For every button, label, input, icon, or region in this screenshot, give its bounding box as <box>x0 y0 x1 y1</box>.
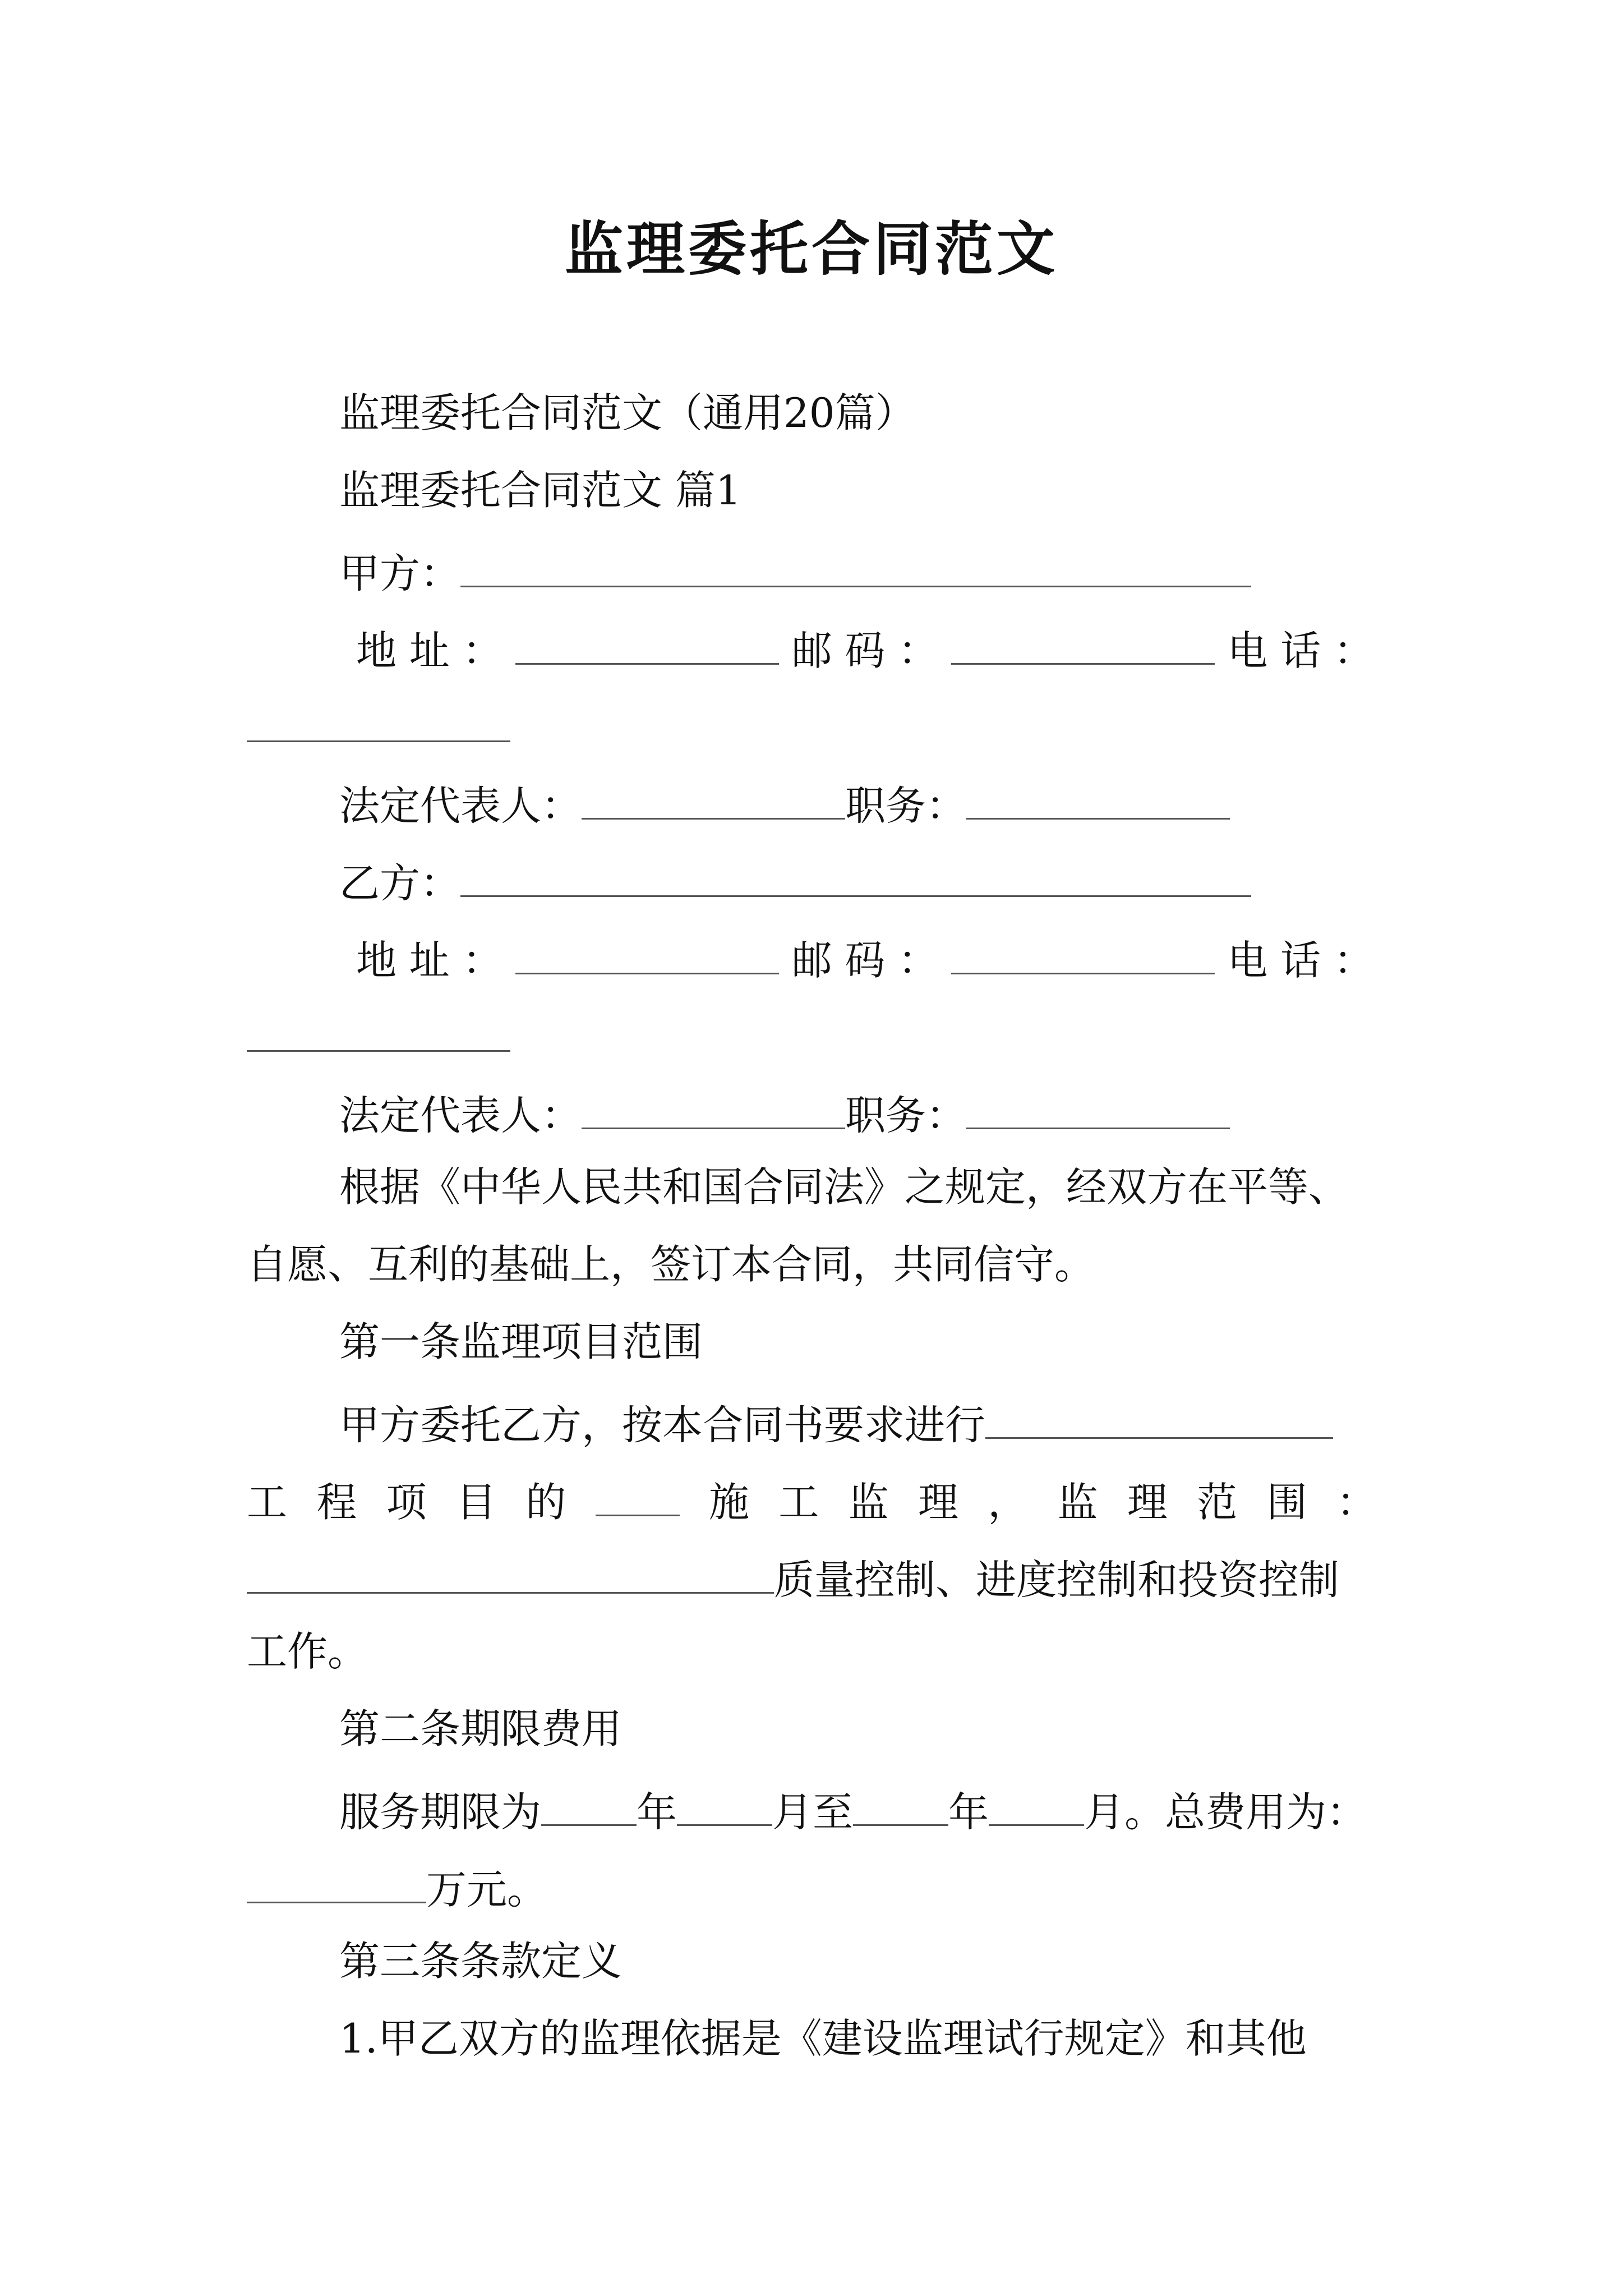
address-blank <box>515 935 779 974</box>
char: 范 <box>1197 1479 1238 1526</box>
char: 工 <box>778 1479 819 1526</box>
postcode-char: 码 <box>845 627 886 675</box>
fee-unit: 万元。 <box>426 1866 548 1913</box>
start-year-blank <box>541 1786 637 1826</box>
party-a-phone-blank-line <box>247 702 510 748</box>
supervision-type-blank <box>596 1476 680 1516</box>
phone-char: 电 <box>1227 627 1268 675</box>
party-b-address-line <box>356 935 1374 984</box>
address-blank <box>515 625 779 665</box>
char: ： <box>1336 1479 1377 1526</box>
postcode-char: 码 <box>845 937 886 984</box>
party-a-rep-line <box>339 780 1230 830</box>
article-1-text: 质量控制、进度控制和投资控制 <box>774 1556 1340 1604</box>
party-a-blank <box>460 547 1251 587</box>
party-b-label: 乙方： <box>339 859 461 907</box>
char: 施 <box>708 1479 749 1526</box>
char: 监 <box>848 1479 889 1526</box>
phone-char: 话 <box>1280 937 1321 984</box>
char: 工 <box>247 1479 288 1526</box>
char: 监 <box>1057 1479 1098 1526</box>
phone-char: ： <box>1333 627 1374 675</box>
address-char: 地 <box>356 937 397 984</box>
intro-line-1: 根据《中华人民共和国合同法》之规定，经双方在平等、 <box>339 1163 1349 1211</box>
rep-label: 法定代表人： <box>339 1092 582 1139</box>
address-char: 址 <box>409 937 450 984</box>
year-label: 年 <box>637 1788 677 1836</box>
postcode-char: 邮 <box>791 937 832 984</box>
address-char: 址 <box>409 627 450 675</box>
phone-blank <box>247 1012 510 1052</box>
year-label: 年 <box>948 1788 989 1836</box>
month-to-label: 月至 <box>772 1788 854 1836</box>
rep-label: 法定代表人： <box>339 782 582 830</box>
scope-blank <box>247 1554 774 1594</box>
part-heading: 监理委托合同范文 篇1 <box>339 467 741 514</box>
party-a-line <box>339 547 1251 597</box>
article-2-heading: 第二条期限费用 <box>339 1705 623 1752</box>
phone-char: 话 <box>1280 627 1321 675</box>
article-1-line-3 <box>247 1554 1340 1604</box>
party-b-line <box>339 857 1251 907</box>
position-label: 职务： <box>845 782 967 830</box>
phone-blank <box>247 702 510 742</box>
char: 程 <box>316 1479 357 1526</box>
article-1-line-2 <box>247 1476 1377 1526</box>
postcode-char: ： <box>898 627 939 675</box>
article-1-line-4: 工作。 <box>247 1628 368 1675</box>
service-period-label: 服务期限为 <box>339 1788 542 1836</box>
document-title: 监理委托合同范文 <box>564 214 1058 283</box>
postcode-char: ： <box>898 937 939 984</box>
party-a-label: 甲方： <box>339 550 461 597</box>
project-blank <box>985 1399 1333 1439</box>
article-1-text: 甲方委托乙方，按本合同书要求进行 <box>339 1401 986 1449</box>
postcode-char: 邮 <box>791 627 832 675</box>
address-char: ： <box>462 627 503 675</box>
end-month-blank <box>989 1786 1084 1826</box>
article-1-heading: 第一条监理项目范围 <box>339 1318 703 1365</box>
party-a-address-line <box>356 625 1374 675</box>
address-char: ： <box>462 937 503 984</box>
char: ， <box>988 1479 1029 1526</box>
party-b-phone-blank-line <box>247 1012 510 1058</box>
char: 的 <box>525 1479 566 1526</box>
rep-blank <box>582 1089 845 1129</box>
party-b-blank <box>460 857 1251 897</box>
char: 理 <box>917 1479 958 1526</box>
char: 项 <box>386 1479 427 1526</box>
position-blank <box>966 1089 1230 1129</box>
article-3-heading: 第三条条款定义 <box>339 1938 623 1985</box>
char: 围 <box>1266 1479 1307 1526</box>
article-2-line-2 <box>247 1864 548 1913</box>
postcode-blank <box>951 935 1215 974</box>
position-label: 职务： <box>845 1092 967 1139</box>
postcode-blank <box>951 625 1215 665</box>
article-1-line-1 <box>339 1399 1333 1449</box>
total-fee-label: 月。总费用为： <box>1084 1788 1367 1836</box>
end-year-blank <box>853 1786 948 1826</box>
intro-line-2: 自愿、互利的基础上，签订本合同，共同信守。 <box>247 1241 1095 1288</box>
party-b-rep-line <box>339 1089 1230 1139</box>
address-char: 地 <box>356 627 397 675</box>
phone-char: ： <box>1333 937 1374 984</box>
phone-char: 电 <box>1227 937 1268 984</box>
subtitle: 监理委托合同范文（通用20篇） <box>339 389 916 436</box>
position-blank <box>966 780 1230 820</box>
article-2-line-1 <box>339 1786 1367 1836</box>
fee-blank <box>247 1864 426 1903</box>
article-3-line-1: 1.甲乙双方的监理依据是《建设监理试行规定》和其他 <box>339 2015 1307 2062</box>
char: 理 <box>1127 1479 1168 1526</box>
rep-blank <box>582 780 845 820</box>
start-month-blank <box>677 1786 772 1826</box>
char: 目 <box>455 1479 496 1526</box>
